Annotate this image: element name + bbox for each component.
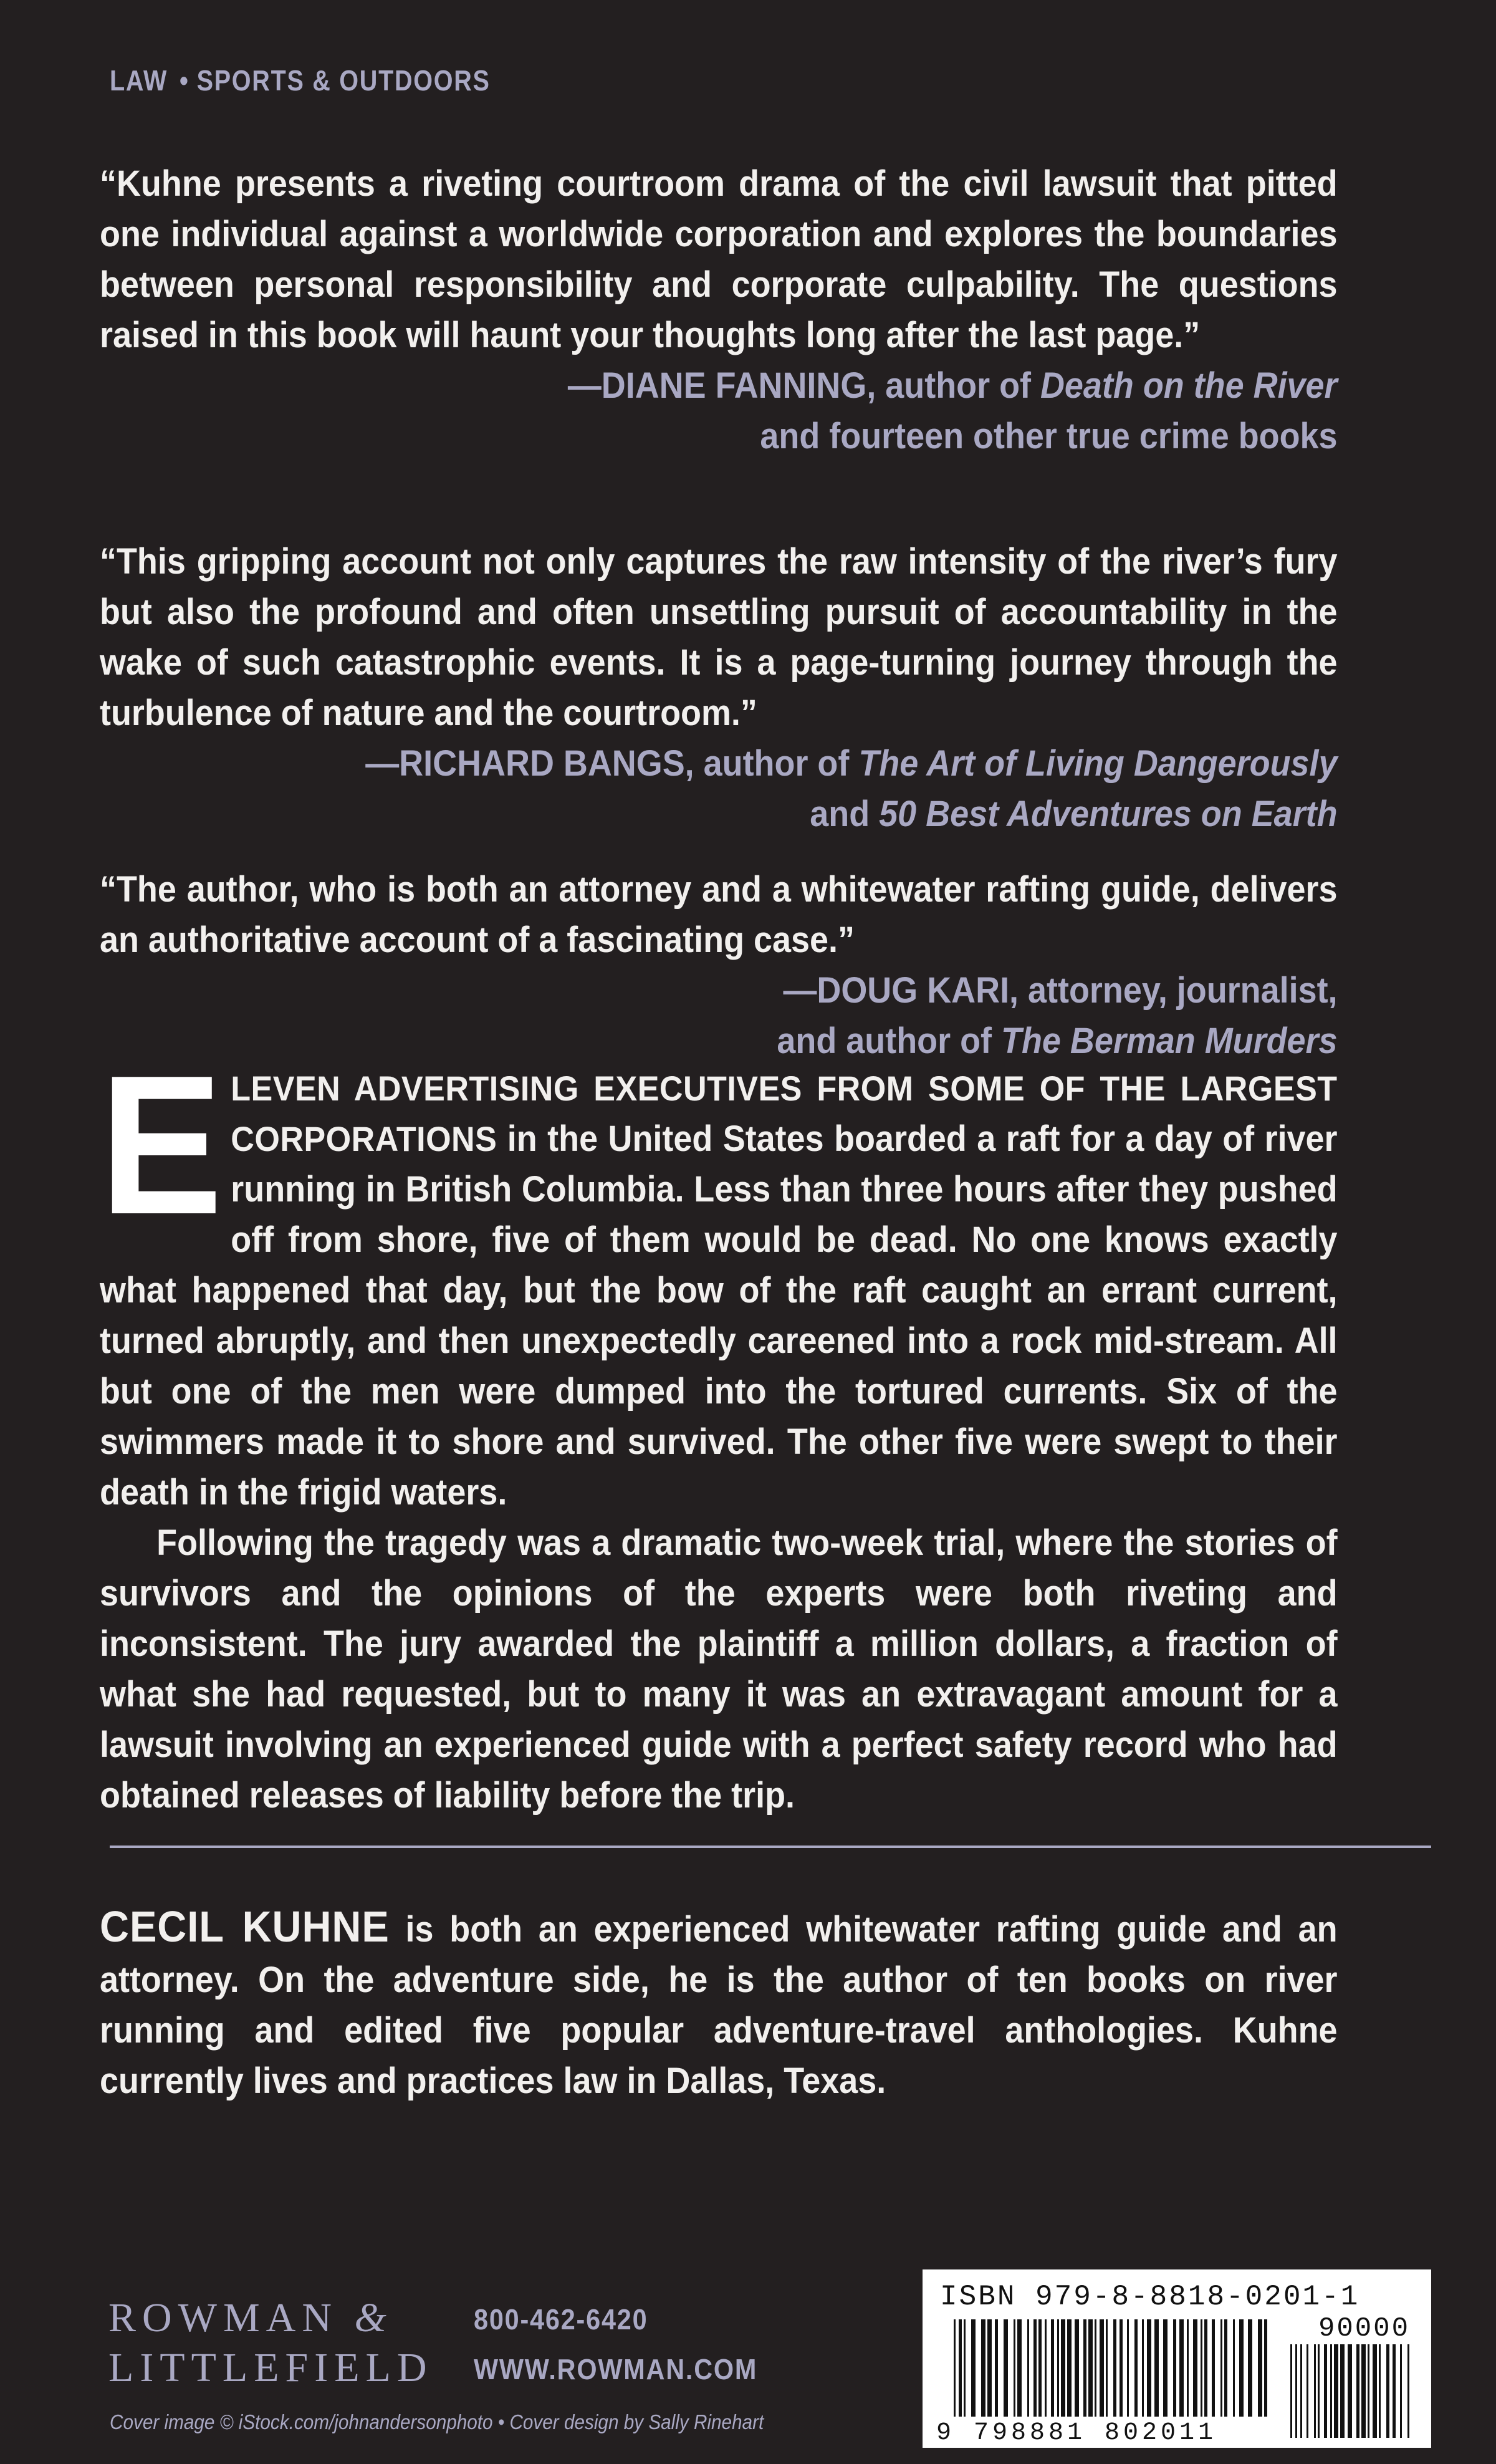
barcode-bar [1307, 2344, 1308, 2438]
barcode-bar [1004, 2319, 1008, 2417]
barcode-bar [1239, 2319, 1244, 2417]
barcode-bar [995, 2319, 998, 2417]
barcode-digits: 9 798881 802011 [936, 2419, 1217, 2447]
quote-attribution-line2: and fourteen other true crime books [760, 416, 1338, 456]
barcode-bar [1368, 2344, 1369, 2438]
paragraph-1-text: in the United States boarded a raft for a day of river running in British Columbia. Less than three hours after they pushed off from shore, five of them would be dead. No one knows exactly what happened that day, but the bow of the raft caught an errant current, turned abruptly, and then unexpectedly careened into a rock mid-stream. All but one of the men were dumped into the tortured currents. Six of the swimmers made it to shore and survived. The other five were swept to their death in the frigid waters. [100, 1119, 1338, 1513]
quote-attribution-line2 [100, 1016, 1338, 1066]
barcode-bar [1290, 2344, 1292, 2438]
barcode-bar [1356, 2344, 1359, 2438]
attribution-prefix: —RICHARD BANGS, author of [365, 743, 859, 784]
barcode-bar [1154, 2319, 1159, 2417]
category-law: LAW [110, 64, 168, 97]
barcode-bar [1127, 2319, 1129, 2417]
barcode-bar [1330, 2344, 1332, 2438]
barcode-bar [1051, 2319, 1054, 2417]
publisher-website: WWW.ROWMAN.COM [474, 2353, 758, 2385]
isbn-barcode [923, 2269, 1431, 2448]
barcode-bar [1173, 2319, 1176, 2417]
quote-text [100, 536, 1338, 784]
quote-attribution-line2 [100, 789, 1338, 839]
barcode-bar [1340, 2344, 1345, 2438]
barcode-bar [964, 2319, 966, 2417]
review-quote-3 [100, 864, 1338, 1066]
section-divider [110, 1846, 1431, 1848]
barcode-bar [1088, 2319, 1093, 2417]
publisher-line2: LITTLEFIELD [108, 2345, 433, 2390]
attribution-line2-prefix: and [810, 794, 880, 834]
barcode-bar [1038, 2319, 1042, 2417]
publisher-logo [108, 2293, 433, 2393]
barcode-bar [1393, 2344, 1396, 2438]
barcode-bar [971, 2319, 976, 2417]
author-bio-text: is both an experienced whitewater rafting guide and an attorney. On the adventure side, he is the author of ten books on river running and edited five popular adventure-travel anthologies. Kuhne currently lives and practices law in Dallas, Texas. [100, 1909, 1338, 2101]
publisher-line1: ROWMAN [108, 2295, 338, 2341]
author-name: CECIL KUHNE [100, 1902, 390, 1951]
barcode-bar [1033, 2319, 1037, 2417]
isbn-label: ISBN 979-8-8818-0201-1 [940, 2281, 1360, 2313]
barcode-bar [1300, 2344, 1302, 2438]
quote-body: “This gripping account not only captures the raw intensity of the river’s fury but also the profound and often unsettling pursuit of accountability in the wake of such catastrophic events. It is a page-turning journey through the turbulence of nature and the courtroom.” [100, 541, 1338, 733]
barcode-bar [959, 2319, 962, 2417]
barcode-bar [987, 2319, 992, 2417]
attribution-line2-title: 50 Best Adventures on Earth [879, 794, 1338, 834]
review-quote-2 [100, 536, 1338, 839]
attribution-title: Death on the River [1040, 365, 1338, 406]
barcode-bar [1045, 2319, 1047, 2417]
barcode-bar [1324, 2344, 1327, 2438]
barcode-bar [1295, 2344, 1297, 2438]
quote-attribution: —DOUG KARI, attorney, journalist, [783, 970, 1338, 1011]
barcode-bar [1204, 2319, 1207, 2417]
barcode-bar [1314, 2344, 1316, 2438]
barcode-bar [1220, 2319, 1222, 2417]
quote-attribution [100, 360, 1338, 411]
category-sports: SPORTS & OUTDOORS [196, 64, 491, 97]
barcode-bar [1163, 2319, 1168, 2417]
barcode-bar [1106, 2319, 1108, 2417]
quote-body: “The author, who is both an attorney and a whitewater rafting guide, delivers an authoritative account of a fascinating case.” [100, 869, 1338, 960]
category-separator: • [179, 64, 189, 97]
attribution-title: The Art of Living Dangerously [858, 743, 1338, 784]
barcode-bar [1120, 2319, 1123, 2417]
author-bio [100, 1902, 1338, 2106]
barcode-bar [1361, 2344, 1366, 2438]
barcode-bar [1386, 2344, 1389, 2438]
barcode-bar [1224, 2319, 1227, 2417]
barcode-bar [1334, 2344, 1338, 2438]
publisher-ampersand: & [354, 2295, 386, 2341]
barcode-bar [1083, 2319, 1086, 2417]
barcode-bar [1201, 2319, 1202, 2417]
barcode-bar [1061, 2319, 1065, 2417]
barcode-bar [1179, 2319, 1184, 2417]
lead-in-caps: LEVEN ADVERTISING EXECUTIVES FROM SOME OF THE LARGEST CORPORATIONS [231, 1069, 1338, 1158]
barcode-bar [1264, 2319, 1267, 2417]
barcode-bar [1400, 2344, 1402, 2438]
barcode-bar [1258, 2319, 1262, 2417]
barcode-bar [1318, 2344, 1320, 2438]
barcode-bar [1113, 2319, 1116, 2417]
barcode-bar [1095, 2319, 1096, 2417]
barcode-bar [1100, 2319, 1104, 2417]
barcode-bar [1373, 2344, 1377, 2438]
description-paragraph-2: Following the tragedy was a dramatic two-week trial, where the stories of survivors and the opinions of the experts were both riveting and inconsistent. The jury awarded the plaintiff a million dollars, a fraction of what she had requested, but to many it was an extravagant amount for a lawsuit involving an experienced guide with a perfect safety record who had obtained releases of liability before the trip. [100, 1523, 1338, 1816]
barcode-bar [1348, 2344, 1352, 2438]
barcode-bar [1248, 2319, 1252, 2417]
attribution-line2-title: The Berman Murders [1001, 1021, 1338, 1061]
quote-text: “Kuhne presents a riveting courtroom drama of the civil lawsuit that pitted one individual against a worldwide corporation and explores the boundaries between personal responsibility and corporate culpability. The questions raised in this book will haunt your thoughts long after the last page.” [100, 163, 1338, 355]
review-quote-1 [100, 158, 1338, 461]
barcode-bar [1233, 2319, 1235, 2417]
barcode-bar [1187, 2319, 1189, 2417]
quote-text [100, 864, 1338, 1011]
barcode-bar [1212, 2319, 1215, 2417]
attribution-line2-prefix: and author of [777, 1021, 1002, 1061]
cover-credits: Cover image © iStock.com/johnandersonphoto • Cover design by Sally Rinehart [110, 2410, 764, 2433]
barcode-bar [1067, 2319, 1072, 2417]
barcode-bar [1379, 2344, 1381, 2438]
category-line [110, 64, 491, 97]
attribution-prefix: —DIANE FANNING, author of [567, 365, 1040, 406]
quote-attribution [365, 738, 1337, 789]
barcode-bar [1017, 2319, 1022, 2417]
barcode-bar [1407, 2344, 1409, 2438]
barcode-bar [1193, 2319, 1197, 2417]
price-code: 90000 [1318, 2313, 1410, 2344]
barcode-bar [1014, 2319, 1015, 2417]
publisher-phone: 800-462-6420 [474, 2303, 648, 2336]
barcode-bar [1142, 2319, 1144, 2417]
barcode-bar [1147, 2319, 1151, 2417]
barcode-bar [1057, 2319, 1059, 2417]
barcode-bar [1027, 2319, 1029, 2417]
barcode-bar [1134, 2319, 1138, 2417]
barcode-bar [981, 2319, 985, 2417]
drop-cap: E [100, 1034, 223, 1256]
publisher-contact [474, 2294, 757, 2394]
barcode-bar [954, 2319, 956, 2417]
barcode-bar [1075, 2319, 1079, 2417]
